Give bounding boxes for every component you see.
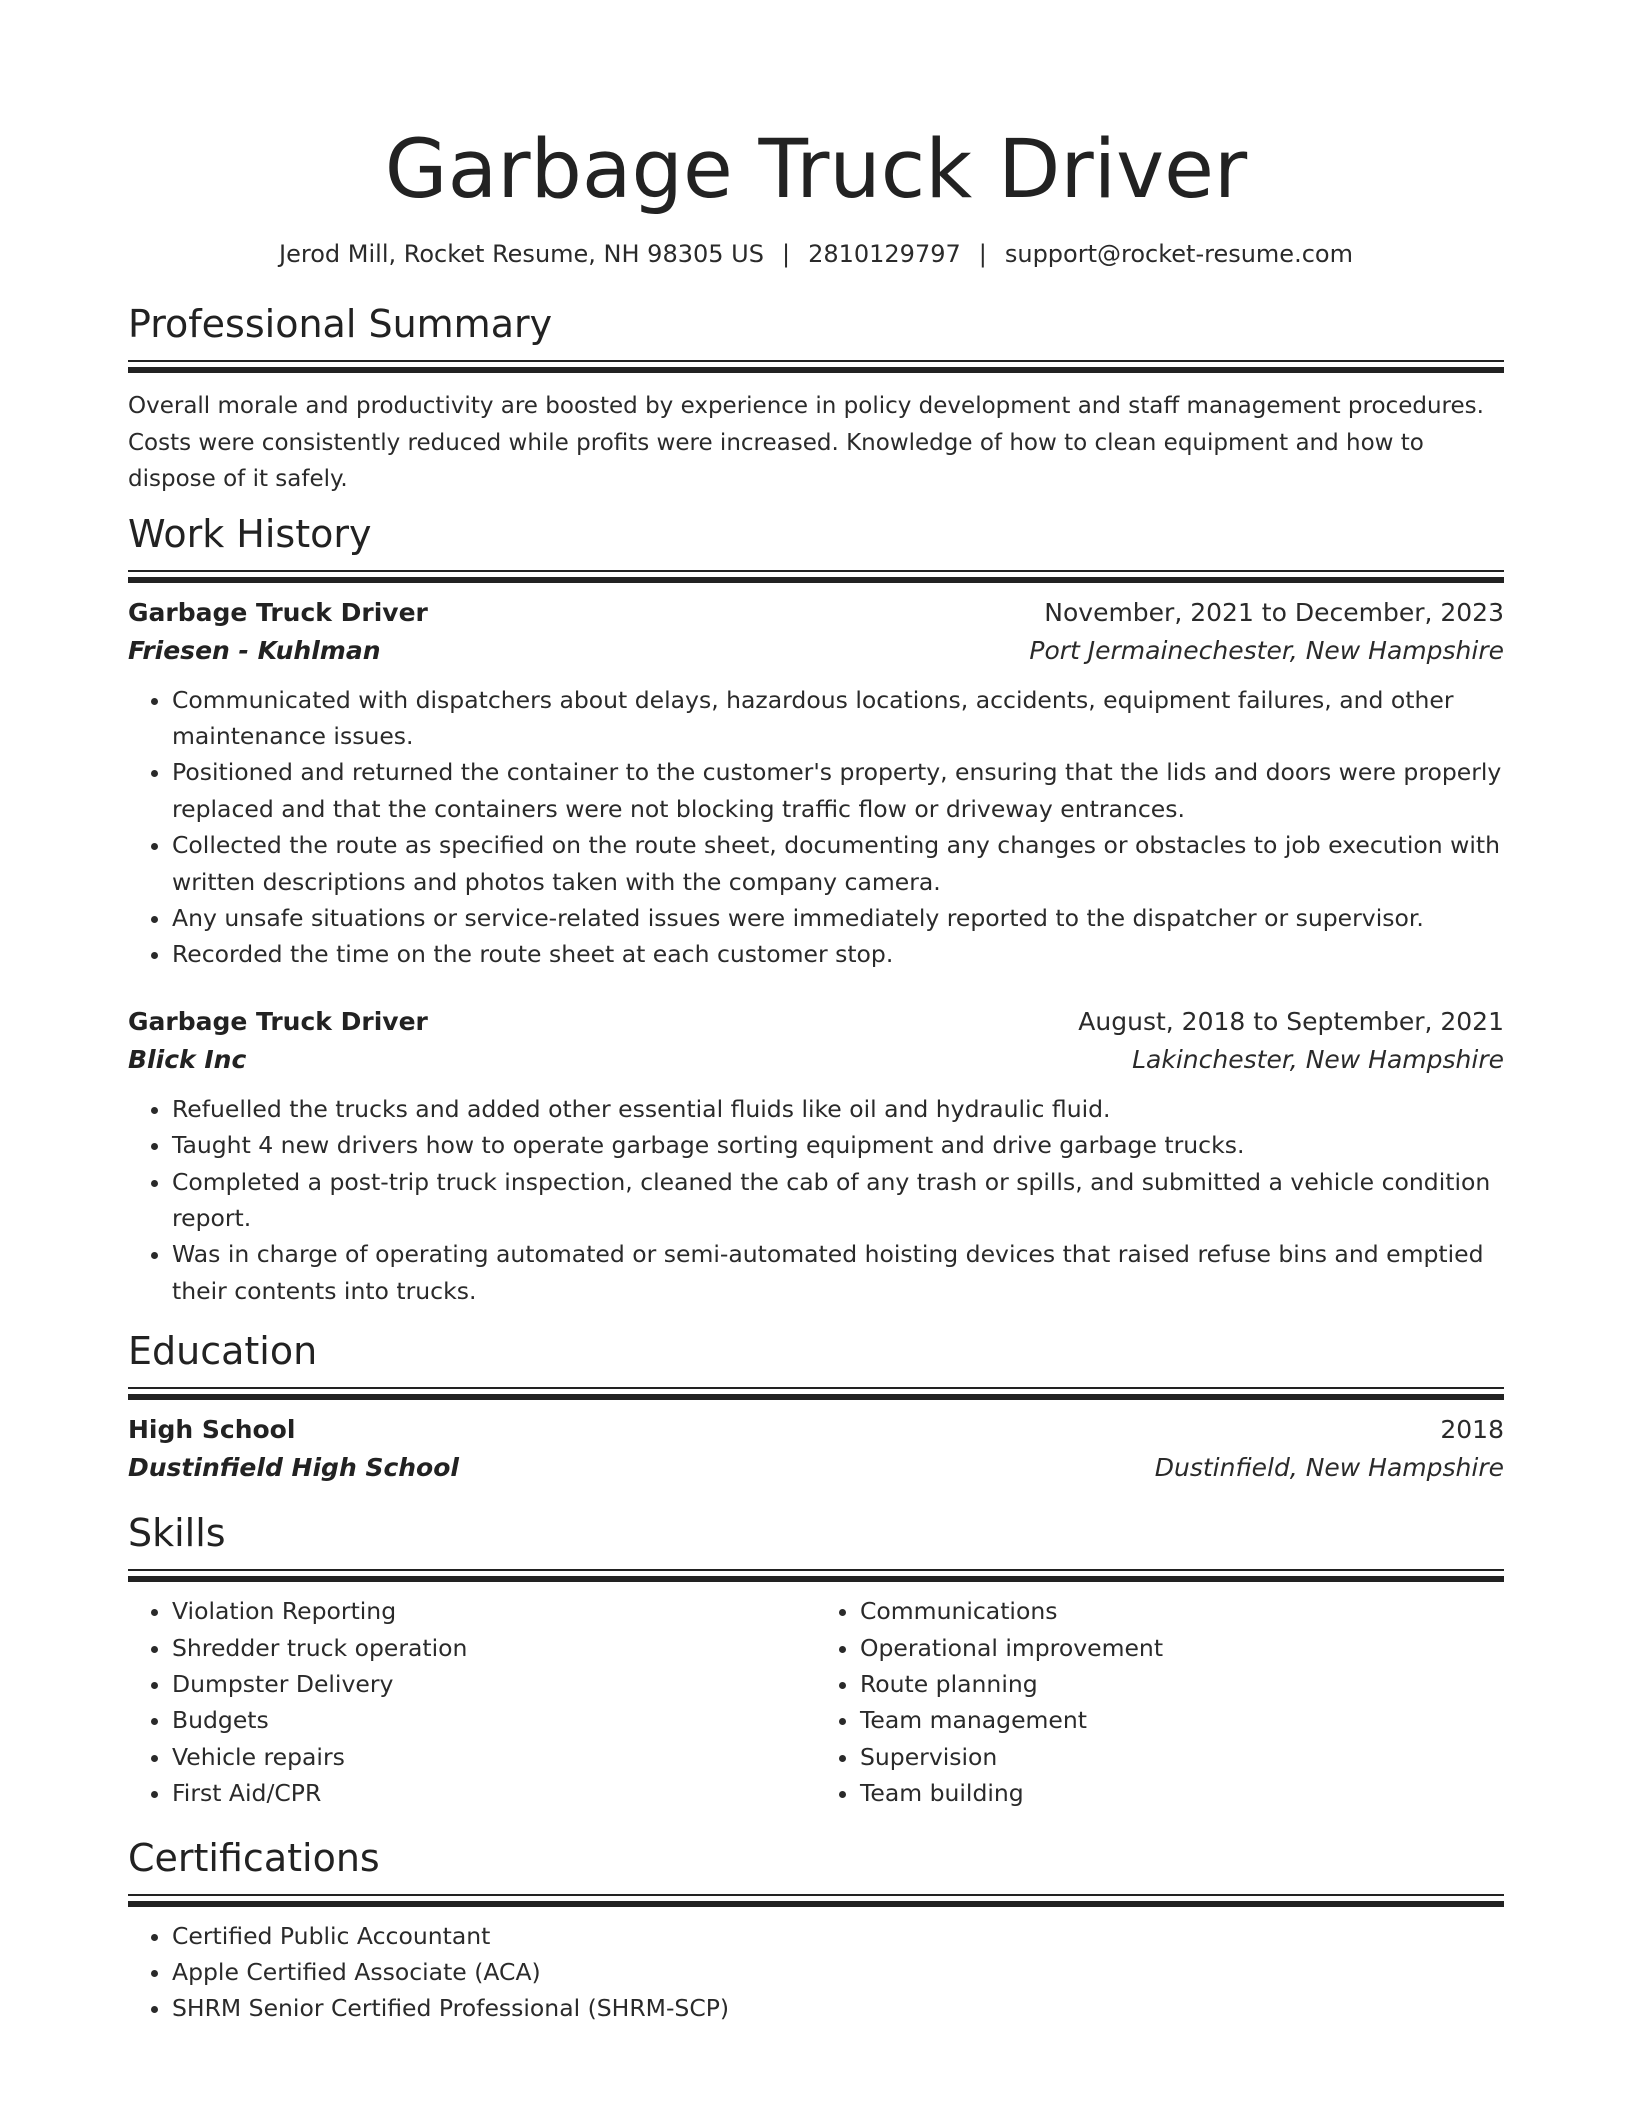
education-school-row <box>128 1449 1504 1487</box>
certification-item: • Certified Public Accountant <box>172 1918 1504 1954</box>
certifications-section <box>128 1834 1504 2027</box>
job-entry <box>128 1003 1504 1309</box>
skills-list-left <box>128 1593 816 1811</box>
section-title-certifications: Certifications <box>128 1835 380 1880</box>
education-location: Dustinfield, New Hampshire <box>1154 1453 1504 1483</box>
job-bullet: • Positioned and returned the container to the customer's property, ensuring that the lids and doors were properly replaced and that the containers were not blocking traffic flow or driveway entrances. <box>172 754 1504 827</box>
skills-section <box>128 1509 1504 1811</box>
skills-list-right <box>816 1593 1504 1811</box>
contact-address: Jerod Mill, Rocket Resume, NH 98305 US <box>279 240 764 268</box>
job-location: Port Jermainechester, New Hampshire <box>1029 635 1504 665</box>
skill-item: • Route planning <box>860 1666 1504 1702</box>
skill-item: • Vehicle repairs <box>172 1739 816 1775</box>
contact-email[interactable]: support@rocket-resume.com <box>1004 240 1353 268</box>
job-bullet: • Any unsafe situations or service-related issues were immediately reported to the dispatcher or supervisor. <box>172 900 1504 936</box>
resume-name: Garbage Truck Driver <box>384 123 1248 217</box>
section-divider <box>128 360 1504 374</box>
job-company: Friesen - Kuhlman <box>128 635 381 665</box>
section-title-skills: Skills <box>128 1511 226 1556</box>
job-bullet: • Refuelled the trucks and added other essential fluids like oil and hydraulic fluid. <box>172 1091 1504 1127</box>
job-header-row <box>128 1003 1504 1041</box>
job-bullet: • Recorded the time on the route sheet at each customer stop. <box>172 936 1504 972</box>
certifications-list <box>128 1918 1504 2027</box>
job-bullet: • Communicated with dispatchers about delays, hazardous locations, accidents, equipment failures, and other maintenance issues. <box>172 682 1504 755</box>
education-header-row <box>128 1411 1504 1449</box>
education-school: Dustinfield High School <box>128 1453 459 1483</box>
job-bullet: • Was in charge of operating automated or semi-automated hoisting devices that raised refuse bins and emptied their contents into trucks. <box>172 1236 1504 1309</box>
section-divider <box>128 1569 1504 1583</box>
job-position: Garbage Truck Driver <box>128 1006 428 1036</box>
summary-section <box>128 300 1504 498</box>
skill-item: • Communications <box>860 1593 1504 1629</box>
section-divider <box>128 570 1504 584</box>
section-title-summary: Professional Summary <box>128 302 553 346</box>
contact-separator: | <box>978 240 987 268</box>
job-header-row <box>128 594 1504 632</box>
job-company: Blick Inc <box>128 1044 247 1074</box>
skill-item: • Team management <box>860 1702 1504 1738</box>
resume-page <box>128 0 1504 2027</box>
job-location: Lakinchester, New Hampshire <box>1132 1044 1504 1074</box>
job-company-row <box>128 632 1504 670</box>
job-dates: November, 2021 to December, 2023 <box>1044 597 1504 627</box>
skill-item: • Team building <box>860 1775 1504 1811</box>
skill-item: • Operational improvement <box>860 1630 1504 1666</box>
education-year: 2018 <box>1440 1415 1504 1445</box>
certification-item: • Apple Certified Associate (ACA) <box>172 1954 1504 1990</box>
skill-item: • Supervision <box>860 1739 1504 1775</box>
job-entry <box>128 594 1504 973</box>
job-bullet: • Completed a post-trip truck inspection, cleaned the cab of any trash or spills, and submitted a vehicle condition report. <box>172 1164 1504 1237</box>
contact-line <box>128 238 1504 270</box>
job-bullet: • Collected the route as specified on the route sheet, documenting any changes or obstacles to job execution with written descriptions and photos taken with the company camera. <box>172 827 1504 900</box>
job-bullet-list <box>128 1091 1504 1309</box>
education-section <box>128 1327 1504 1487</box>
summary-text: Overall morale and productivity are boosted by experience in policy development and staff management procedures. Costs were consistently reduced while profits were increased. Knowledge of how to clean equipment and how to dispose of it safely. <box>128 393 1484 492</box>
skill-item: • First Aid/CPR <box>172 1775 816 1811</box>
skill-item: • Budgets <box>172 1702 816 1738</box>
work-history-section <box>128 510 1504 1310</box>
section-title-work-history: Work History <box>128 511 372 556</box>
job-dates: August, 2018 to September, 2021 <box>1078 1006 1504 1036</box>
contact-separator: | <box>781 240 791 268</box>
section-divider <box>128 1894 1504 1908</box>
section-title-education: Education <box>128 1329 318 1374</box>
skills-columns <box>128 1593 1504 1811</box>
skill-item: • Dumpster Delivery <box>172 1666 816 1702</box>
skill-item: • Shredder truck operation <box>172 1630 816 1666</box>
skill-item: • Violation Reporting <box>172 1593 816 1629</box>
education-entry <box>128 1411 1504 1487</box>
job-position: Garbage Truck Driver <box>128 597 428 627</box>
contact-phone: 2810129797 <box>808 240 961 268</box>
section-divider <box>128 1387 1504 1401</box>
job-company-row <box>128 1041 1504 1079</box>
certification-item: • SHRM Senior Certified Professional (SHRM-SCP) <box>172 1990 1504 2026</box>
job-bullet: • Taught 4 new drivers how to operate garbage sorting equipment and drive garbage trucks. <box>172 1127 1504 1163</box>
job-bullet-list <box>128 682 1504 973</box>
education-degree: High School <box>128 1415 296 1445</box>
